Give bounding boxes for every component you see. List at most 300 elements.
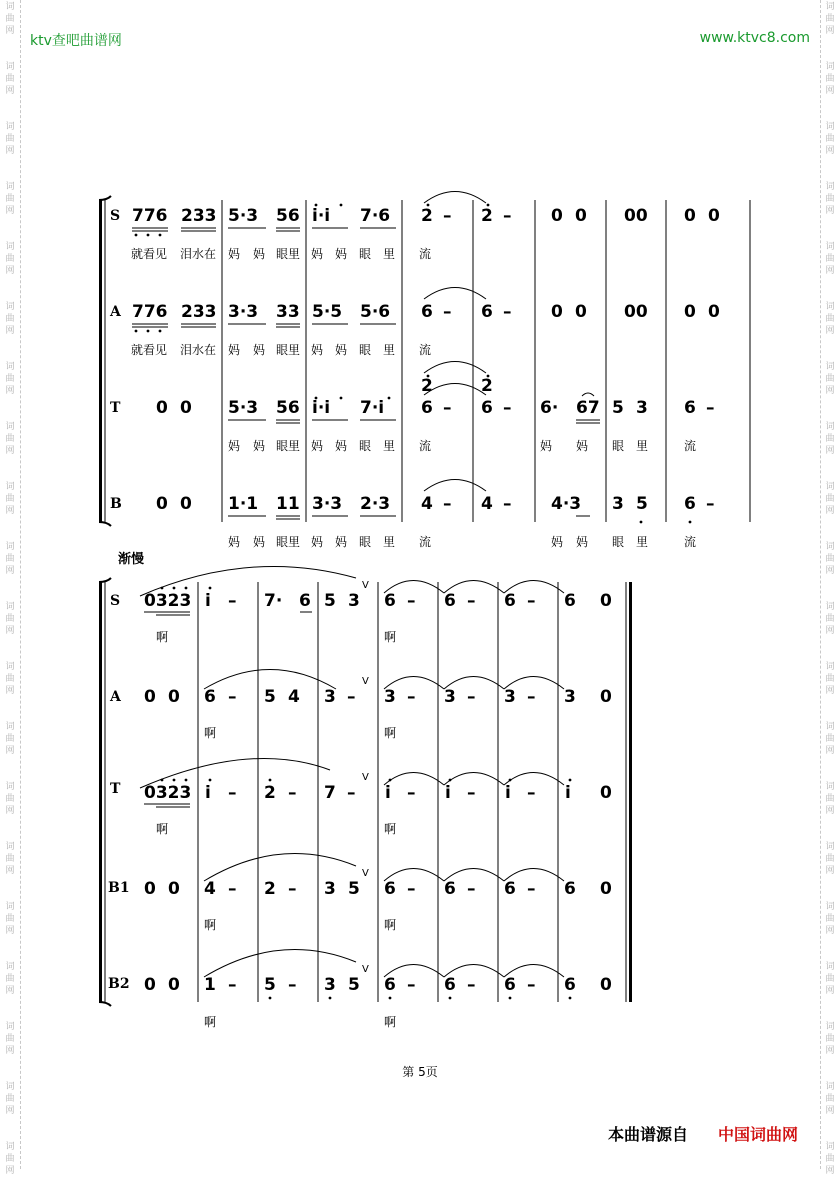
watermark-glyph: 词 (825, 602, 835, 612)
lyric: 眼 (359, 439, 372, 453)
lyric: 啊 (204, 918, 217, 932)
note: 0 (600, 591, 612, 611)
watermark-glyph: 词 (825, 722, 835, 732)
system1-bracket (99, 200, 102, 522)
part-label-t: T (110, 781, 121, 797)
note: 4 (204, 879, 216, 899)
note: 0 (684, 302, 696, 322)
watermark-glyph: 曲 (5, 1154, 15, 1164)
note: 0 (156, 398, 168, 418)
watermark-glyph: 曲 (5, 254, 15, 264)
note: 6 (421, 398, 433, 418)
part-label-alto: A (110, 304, 121, 320)
note: i (205, 591, 211, 611)
watermark-glyph: 词 (5, 1142, 15, 1152)
watermark-glyph: 词 (825, 302, 835, 312)
part-label-tenor: T (110, 400, 121, 416)
watermark-glyph: 曲 (825, 914, 835, 924)
watermark-glyph: 网 (5, 146, 15, 156)
note: 0 (684, 206, 696, 226)
watermark-glyph: 曲 (5, 74, 15, 84)
lyric: 妈 (576, 535, 589, 549)
note: 4 (288, 687, 300, 707)
note: 6 (204, 687, 216, 707)
lyric: 妈 (253, 247, 266, 261)
note: – (407, 591, 416, 611)
lyric: 就看见 (131, 343, 168, 357)
note: 6 (564, 975, 576, 995)
breath-mark: V (362, 868, 369, 879)
note: i·i (312, 398, 331, 418)
breath-mark: V (362, 772, 369, 783)
note: – (228, 687, 237, 707)
watermark-glyph: 词 (825, 482, 835, 492)
breath-mark: V (362, 964, 369, 975)
note: 7·i (360, 398, 385, 418)
note: – (706, 398, 715, 418)
note: i·i (312, 206, 331, 226)
lyric: 妈 (228, 247, 241, 261)
watermark-glyph: 词 (825, 662, 835, 672)
note: 56 (276, 398, 300, 418)
watermark-glyph: 曲 (825, 1094, 835, 1104)
watermark-glyph: 网 (5, 926, 15, 936)
watermark-glyph: 曲 (825, 1034, 835, 1044)
watermark-glyph: 曲 (5, 854, 15, 864)
watermark-glyph: 曲 (5, 674, 15, 684)
note: 5 (348, 975, 360, 995)
note: 00 (624, 206, 648, 226)
note: 6 (504, 591, 516, 611)
page-number: 第 5页 (402, 1065, 438, 1079)
note: 3 (384, 687, 396, 707)
watermark-glyph: 网 (825, 686, 835, 696)
note: i (565, 783, 571, 803)
watermark-glyph: 曲 (5, 974, 15, 984)
watermark-glyph: 曲 (5, 134, 15, 144)
note: – (228, 975, 237, 995)
note: – (706, 494, 715, 514)
note: – (443, 398, 452, 418)
watermark-glyph: 曲 (5, 374, 15, 384)
watermark-glyph: 词 (5, 722, 15, 732)
lyric: 妈 (335, 535, 348, 549)
watermark-glyph: 词 (5, 122, 15, 132)
watermark-glyph: 网 (5, 746, 15, 756)
watermark-glyph: 曲 (825, 254, 835, 264)
note: 5 (348, 879, 360, 899)
watermark-glyph: 曲 (825, 494, 835, 504)
note: 0 (600, 687, 612, 707)
lyric: 妈 (335, 439, 348, 453)
watermark-glyph: 曲 (825, 134, 835, 144)
watermark-glyph: 网 (5, 86, 15, 96)
watermark-glyph: 曲 (825, 674, 835, 684)
watermark-glyph: 词 (825, 782, 835, 792)
lyric: 啊 (384, 630, 397, 644)
watermark-glyph: 曲 (825, 1154, 835, 1164)
note: i (445, 783, 451, 803)
lyric: 里 (383, 247, 396, 261)
source-label: 本曲谱源自 (608, 1125, 689, 1144)
lyric: 啊 (384, 1015, 397, 1029)
watermark-glyph: 词 (825, 1082, 835, 1092)
watermark-glyph: 曲 (5, 554, 15, 564)
note: 3 (348, 591, 360, 611)
note: – (467, 879, 476, 899)
watermark-glyph: 词 (5, 662, 15, 672)
watermark-glyph: 词 (5, 482, 15, 492)
lyric: 眼 (359, 535, 372, 549)
note: 776 (132, 302, 168, 322)
site-url-right: www.ktvc8.com (699, 30, 810, 46)
note: 0 (156, 494, 168, 514)
note: 0 (575, 302, 587, 322)
note: 7 (324, 783, 336, 803)
watermark-glyph: 词 (5, 302, 15, 312)
lyric: 眼里 (276, 439, 301, 453)
note: 0 (180, 494, 192, 514)
part-label-bass: B (110, 496, 122, 512)
note: – (407, 975, 416, 995)
note: 233 (181, 302, 217, 322)
watermark-glyph: 词 (825, 1142, 835, 1152)
system2-bracket (99, 582, 102, 1002)
watermark-glyph: 词 (825, 842, 835, 852)
watermark-glyph: 曲 (5, 614, 15, 624)
note: 3 (636, 398, 648, 418)
lyric: 眼 (612, 439, 625, 453)
lyric: 流 (419, 439, 432, 453)
note: i (505, 783, 511, 803)
note: – (228, 783, 237, 803)
note: – (228, 879, 237, 899)
note: – (288, 975, 297, 995)
watermark-glyph: 网 (825, 1166, 835, 1176)
note: 5·6 (360, 302, 391, 322)
watermark-glyph: 曲 (825, 554, 835, 564)
note: 3 (324, 687, 336, 707)
watermark-glyph: 曲 (5, 194, 15, 204)
lyric: 眼里 (276, 535, 301, 549)
watermark-glyph: 词 (5, 542, 15, 552)
lyric: 里 (636, 535, 649, 549)
lyric: 妈 (311, 343, 324, 357)
note: 0 (144, 879, 156, 899)
watermark-glyph: 网 (825, 386, 835, 396)
note: – (407, 687, 416, 707)
system1-slurs (424, 192, 594, 492)
watermark-glyph: 曲 (825, 374, 835, 384)
watermark-glyph: 网 (5, 866, 15, 876)
watermark-glyph: 词 (5, 422, 15, 432)
watermark-glyph: 曲 (5, 794, 15, 804)
lyric: 啊 (156, 630, 169, 644)
watermark-glyph: 网 (825, 806, 835, 816)
watermark-glyph: 词 (825, 362, 835, 372)
watermark-glyph: 网 (5, 326, 15, 336)
watermark-glyph: 词 (825, 962, 835, 972)
breath-mark: V (362, 676, 369, 687)
lyric: 啊 (156, 822, 169, 836)
note: 3 (324, 879, 336, 899)
note: 6 (299, 591, 311, 611)
watermark-glyph: 词 (5, 62, 15, 72)
note: – (503, 302, 512, 322)
lyric: 啊 (204, 726, 217, 740)
note: 2·3 (360, 494, 391, 514)
lyric: 泪水在 (180, 343, 217, 357)
note: 0 (600, 975, 612, 995)
watermark-glyph: 词 (825, 1022, 835, 1032)
note: – (527, 687, 536, 707)
note: 56 (276, 206, 300, 226)
lyric: 妈 (228, 439, 241, 453)
watermark-glyph: 曲 (825, 434, 835, 444)
note: 7· (264, 591, 283, 611)
note: 6 (444, 591, 456, 611)
watermark-glyph: 网 (825, 626, 835, 636)
watermark-glyph: 网 (825, 1046, 835, 1056)
note: 2 (481, 376, 493, 396)
lyric: 里 (383, 439, 396, 453)
note: – (228, 591, 237, 611)
note: 67 (576, 398, 600, 418)
watermark-glyph: 网 (5, 266, 15, 276)
lyric: 啊 (384, 822, 397, 836)
watermark-glyph: 网 (825, 86, 835, 96)
lyric: 妈 (311, 247, 324, 261)
watermark-glyph: 网 (825, 566, 835, 576)
watermark-glyph: 曲 (825, 74, 835, 84)
lyric: 妈 (335, 247, 348, 261)
watermark-glyph: 词 (825, 422, 835, 432)
lyric: 啊 (384, 726, 397, 740)
lyric: 里 (636, 439, 649, 453)
note: 0 (551, 206, 563, 226)
watermark-glyph: 曲 (825, 734, 835, 744)
note: 2 (264, 783, 276, 803)
note: 6 (384, 591, 396, 611)
lyric: 流 (419, 535, 432, 549)
note: 4·3 (551, 494, 582, 514)
lyric: 妈 (311, 535, 324, 549)
note: 5·3 (228, 206, 259, 226)
watermark-glyph: 词 (5, 362, 15, 372)
note: 6 (504, 879, 516, 899)
note: 0 (168, 687, 180, 707)
note: 5·5 (312, 302, 343, 322)
note: – (503, 206, 512, 226)
note: 5 (612, 398, 624, 418)
note: – (347, 783, 356, 803)
note: 5 (636, 494, 648, 514)
watermark-glyph: 网 (5, 1166, 15, 1176)
note: 0323 (144, 591, 192, 611)
part-label-b2: B2 (108, 976, 130, 992)
note: – (527, 591, 536, 611)
note: – (443, 302, 452, 322)
lyric: 啊 (384, 918, 397, 932)
breath-mark: V (362, 580, 369, 591)
note: 5 (264, 975, 276, 995)
lyric: 妈 (228, 535, 241, 549)
part-label-a: A (110, 689, 121, 705)
watermark-glyph: 网 (5, 1046, 15, 1056)
watermark-glyph: 词 (825, 62, 835, 72)
lyric: 妈 (540, 439, 553, 453)
note: 0 (144, 687, 156, 707)
lyric: 泪水在 (180, 247, 217, 261)
watermark-glyph: 曲 (825, 314, 835, 324)
note: – (467, 975, 476, 995)
part-label-soprano: S (110, 208, 121, 224)
watermark-glyph: 词 (5, 1022, 15, 1032)
note: 0 (168, 879, 180, 899)
watermark-glyph: 网 (5, 1106, 15, 1116)
note: – (288, 783, 297, 803)
note: – (503, 494, 512, 514)
watermark-glyph: 网 (5, 446, 15, 456)
lyric: 眼 (359, 247, 372, 261)
lyric: 妈 (335, 343, 348, 357)
watermark-glyph: 曲 (5, 14, 15, 24)
note: 3 (444, 687, 456, 707)
note: 2 (481, 206, 493, 226)
note: – (443, 494, 452, 514)
note: 2 (264, 879, 276, 899)
watermark-glyph: 词 (5, 1082, 15, 1092)
lyric: 眼 (612, 535, 625, 549)
watermark-glyph: 网 (5, 386, 15, 396)
watermark-glyph: 网 (5, 26, 15, 36)
lyric: 流 (684, 439, 697, 453)
note: 0 (600, 879, 612, 899)
lyric: 眼里 (276, 247, 301, 261)
watermark-glyph: 网 (825, 986, 835, 996)
note: 4 (421, 494, 433, 514)
watermark-glyph: 网 (5, 686, 15, 696)
note: – (527, 975, 536, 995)
watermark-glyph: 网 (825, 746, 835, 756)
watermark-glyph: 词 (5, 2, 15, 12)
note: 3 (324, 975, 336, 995)
watermark-glyph: 曲 (825, 14, 835, 24)
watermark-glyph: 曲 (825, 974, 835, 984)
note: 6 (444, 975, 456, 995)
watermark-glyph: 网 (825, 326, 835, 336)
note: – (407, 879, 416, 899)
note: 6 (481, 302, 493, 322)
watermark-glyph: 曲 (825, 854, 835, 864)
watermark-glyph: 网 (825, 506, 835, 516)
watermark-glyph: 词 (825, 542, 835, 552)
note: 3·3 (228, 302, 259, 322)
watermark-glyph: 网 (5, 986, 15, 996)
watermark-glyph: 网 (5, 506, 15, 516)
watermark-glyph: 词 (825, 2, 835, 12)
note: 2 (421, 376, 433, 396)
note: 0 (600, 783, 612, 803)
note: 6 (444, 879, 456, 899)
lyric: 妈 (228, 343, 241, 357)
note: 6 (384, 975, 396, 995)
watermark-glyph: 网 (5, 206, 15, 216)
note: 0 (551, 302, 563, 322)
watermark-glyph: 词 (5, 182, 15, 192)
note: 0 (575, 206, 587, 226)
watermark-glyph: 词 (5, 902, 15, 912)
watermark-glyph: 网 (825, 926, 835, 936)
note: 3 (612, 494, 624, 514)
note: 5 (264, 687, 276, 707)
note: 6 (684, 494, 696, 514)
watermark-glyph: 曲 (825, 194, 835, 204)
note: i (385, 783, 391, 803)
note: 0 (168, 975, 180, 995)
note: 3·3 (312, 494, 343, 514)
watermark-glyph: 网 (825, 446, 835, 456)
note: – (527, 879, 536, 899)
watermark-glyph: 曲 (825, 794, 835, 804)
note: – (527, 783, 536, 803)
note: 11 (276, 494, 300, 514)
note: 6 (564, 591, 576, 611)
note: 3 (564, 687, 576, 707)
note: 5 (324, 591, 336, 611)
lyric: 流 (684, 535, 697, 549)
watermark-glyph: 词 (825, 122, 835, 132)
note: – (503, 398, 512, 418)
watermark-glyph: 网 (5, 806, 15, 816)
note: 6 (564, 879, 576, 899)
watermark-glyph: 网 (825, 266, 835, 276)
note: – (467, 591, 476, 611)
site-name-left: ktv查吧曲谱网 (30, 33, 122, 49)
note: 33 (276, 302, 300, 322)
note: 1 (204, 975, 216, 995)
watermark-glyph: 词 (5, 962, 15, 972)
note: 776 (132, 206, 168, 226)
lyric: 里 (383, 535, 396, 549)
watermark-glyph: 词 (5, 602, 15, 612)
note: 6 (481, 398, 493, 418)
note: 6 (384, 879, 396, 899)
lyric: 眼里 (276, 343, 301, 357)
watermark-glyph: 曲 (5, 434, 15, 444)
lyric: 就看见 (131, 247, 168, 261)
watermark-glyph: 词 (825, 902, 835, 912)
part-label-s: S (110, 593, 121, 609)
note: 7·6 (360, 206, 391, 226)
note: – (288, 879, 297, 899)
lyric: 妈 (311, 439, 324, 453)
note: 0 (708, 302, 720, 322)
watermark-glyph: 网 (825, 1106, 835, 1116)
final-barline (629, 582, 632, 1002)
lyric: 流 (419, 247, 432, 261)
watermark-glyph: 曲 (5, 914, 15, 924)
watermark-glyph: 网 (825, 26, 835, 36)
note: 3 (504, 687, 516, 707)
note: 00 (624, 302, 648, 322)
lyric: 妈 (253, 343, 266, 357)
watermark-glyph: 曲 (5, 734, 15, 744)
note: 0323 (144, 783, 192, 803)
note: 6 (504, 975, 516, 995)
watermark-glyph: 网 (825, 146, 835, 156)
note: 4 (481, 494, 493, 514)
